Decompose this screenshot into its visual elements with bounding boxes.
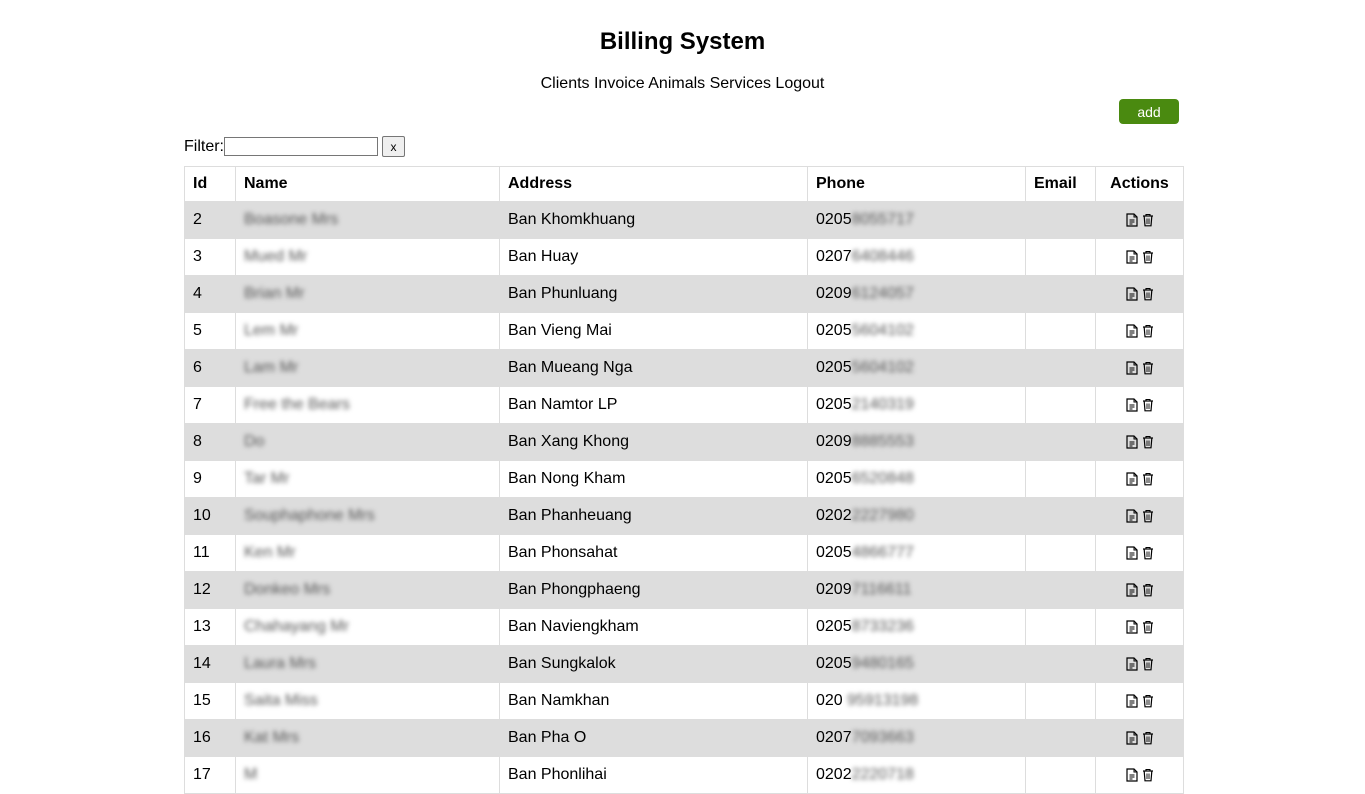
phone-rest: 2220718 bbox=[851, 766, 914, 783]
client-name: Chahayang Mr bbox=[244, 618, 349, 635]
phone-prefix: 0205 bbox=[816, 470, 852, 487]
phone-rest: 95913198 bbox=[847, 692, 919, 709]
table-header-row bbox=[185, 167, 1184, 202]
cell-name bbox=[236, 498, 500, 535]
cell-email bbox=[1026, 239, 1096, 276]
client-name: Ken Mr bbox=[244, 544, 296, 561]
trash-icon[interactable] bbox=[1142, 287, 1154, 301]
cell-name bbox=[236, 535, 500, 572]
view-invoice-icon[interactable] bbox=[1126, 250, 1138, 264]
cell-actions bbox=[1096, 461, 1184, 498]
cell-name bbox=[236, 313, 500, 350]
table-body bbox=[185, 202, 1184, 794]
cell-address: Ban Phonlihai bbox=[500, 757, 808, 794]
phone-rest: 5604102 bbox=[851, 359, 914, 376]
view-invoice-icon[interactable] bbox=[1126, 509, 1138, 523]
page-title: Billing System bbox=[599, 28, 766, 55]
cell-phone bbox=[808, 313, 1026, 350]
client-name: Tar Mr bbox=[244, 470, 290, 487]
view-invoice-icon[interactable] bbox=[1126, 361, 1138, 375]
trash-icon[interactable] bbox=[1142, 509, 1154, 523]
phone-prefix: 0209 bbox=[816, 433, 852, 450]
cell-email bbox=[1026, 646, 1096, 683]
cell-actions bbox=[1096, 498, 1184, 535]
cell-name bbox=[236, 276, 500, 313]
client-name: Brian Mr bbox=[244, 285, 305, 302]
cell-email bbox=[1026, 313, 1096, 350]
cell-id: 2 bbox=[185, 202, 236, 239]
phone-prefix: 0202 bbox=[816, 507, 852, 524]
cell-email bbox=[1026, 461, 1096, 498]
cell-address: Ban Phunluang bbox=[500, 276, 808, 313]
client-name: Kat Mrs bbox=[244, 729, 300, 746]
cell-id: 14 bbox=[185, 646, 236, 683]
trash-icon[interactable] bbox=[1142, 546, 1154, 560]
phone-rest: 2227980 bbox=[851, 507, 914, 524]
nav-animals[interactable]: Animals bbox=[648, 75, 706, 92]
cell-address: Ban Namtor LP bbox=[500, 387, 808, 424]
column-header-actions: Actions bbox=[1096, 167, 1184, 202]
cell-id: 9 bbox=[185, 461, 236, 498]
cell-address: Ban Huay bbox=[500, 239, 808, 276]
phone-rest: 8733236 bbox=[851, 618, 914, 635]
cell-name bbox=[236, 461, 500, 498]
view-invoice-icon[interactable] bbox=[1126, 546, 1138, 560]
cell-phone bbox=[808, 424, 1026, 461]
cell-email bbox=[1026, 535, 1096, 572]
nav-invoice[interactable]: Invoice bbox=[593, 75, 645, 92]
trash-icon[interactable] bbox=[1142, 213, 1154, 227]
cell-id: 13 bbox=[185, 609, 236, 646]
cell-address: Ban Naviengkham bbox=[500, 609, 808, 646]
cell-phone bbox=[808, 461, 1026, 498]
cell-phone bbox=[808, 498, 1026, 535]
cell-address: Ban Pha O bbox=[500, 720, 808, 757]
cell-email bbox=[1026, 387, 1096, 424]
trash-icon[interactable] bbox=[1142, 620, 1154, 634]
phone-rest: 9480165 bbox=[851, 655, 914, 672]
table-row bbox=[185, 498, 1184, 535]
phone-prefix: 0202 bbox=[816, 766, 852, 783]
cell-actions bbox=[1096, 646, 1184, 683]
phone-prefix: 0205 bbox=[816, 618, 852, 635]
phone-prefix: 0209 bbox=[816, 285, 852, 302]
phone-prefix: 0209 bbox=[816, 581, 852, 598]
client-name: Mued Mr bbox=[244, 248, 308, 265]
view-invoice-icon[interactable] bbox=[1126, 657, 1138, 671]
phone-prefix: 0207 bbox=[816, 729, 852, 746]
table-row bbox=[185, 757, 1184, 794]
cell-address: Ban Nong Kham bbox=[500, 461, 808, 498]
client-name: Laura Mrs bbox=[244, 655, 317, 672]
table-row bbox=[185, 424, 1184, 461]
cell-address: Ban Phanheuang bbox=[500, 498, 808, 535]
table-row bbox=[185, 683, 1184, 720]
phone-rest: 4866777 bbox=[851, 544, 914, 561]
phone-rest: 6124057 bbox=[851, 285, 914, 302]
cell-name bbox=[236, 424, 500, 461]
table-row bbox=[185, 535, 1184, 572]
view-invoice-icon[interactable] bbox=[1126, 287, 1138, 301]
trash-icon[interactable] bbox=[1142, 361, 1154, 375]
trash-icon[interactable] bbox=[1142, 731, 1154, 745]
phone-prefix: 0205 bbox=[816, 322, 852, 339]
cell-actions bbox=[1096, 720, 1184, 757]
main-nav bbox=[0, 74, 1365, 94]
cell-email bbox=[1026, 609, 1096, 646]
cell-actions bbox=[1096, 387, 1184, 424]
phone-rest: 6408446 bbox=[851, 248, 914, 265]
cell-name bbox=[236, 757, 500, 794]
trash-icon[interactable] bbox=[1142, 657, 1154, 671]
cell-id: 16 bbox=[185, 720, 236, 757]
trash-icon[interactable] bbox=[1142, 435, 1154, 449]
cell-id: 3 bbox=[185, 239, 236, 276]
table-row bbox=[185, 720, 1184, 757]
cell-actions bbox=[1096, 757, 1184, 794]
cell-address: Ban Sungkalok bbox=[500, 646, 808, 683]
cell-id: 10 bbox=[185, 498, 236, 535]
cell-id: 12 bbox=[185, 572, 236, 609]
cell-phone bbox=[808, 572, 1026, 609]
cell-actions bbox=[1096, 424, 1184, 461]
cell-actions bbox=[1096, 313, 1184, 350]
phone-rest: 5604102 bbox=[851, 322, 914, 339]
column-header-phone: Phone bbox=[808, 167, 1026, 202]
cell-address: Ban Namkhan bbox=[500, 683, 808, 720]
cell-actions bbox=[1096, 535, 1184, 572]
cell-address: Ban Xang Khong bbox=[500, 424, 808, 461]
cell-id: 4 bbox=[185, 276, 236, 313]
table-row bbox=[185, 276, 1184, 313]
phone-prefix: 0205 bbox=[816, 655, 852, 672]
view-invoice-icon[interactable] bbox=[1126, 620, 1138, 634]
cell-name bbox=[236, 646, 500, 683]
cell-email bbox=[1026, 276, 1096, 313]
cell-id: 5 bbox=[185, 313, 236, 350]
cell-id: 17 bbox=[185, 757, 236, 794]
cell-actions bbox=[1096, 350, 1184, 387]
clients-table bbox=[184, 166, 1184, 794]
cell-email bbox=[1026, 720, 1096, 757]
clear-filter-button[interactable]: x bbox=[382, 136, 405, 157]
view-invoice-icon[interactable] bbox=[1126, 324, 1138, 338]
view-invoice-icon[interactable] bbox=[1126, 398, 1138, 412]
view-invoice-icon[interactable] bbox=[1126, 213, 1138, 227]
client-name: Saita Miss bbox=[244, 692, 318, 709]
table-row bbox=[185, 202, 1184, 239]
client-name: Lem Mr bbox=[244, 322, 299, 339]
client-name: Lam Mr bbox=[244, 359, 299, 376]
phone-prefix: 0205 bbox=[816, 359, 852, 376]
trash-icon[interactable] bbox=[1142, 398, 1154, 412]
table-row bbox=[185, 609, 1184, 646]
cell-name bbox=[236, 720, 500, 757]
trash-icon[interactable] bbox=[1142, 583, 1154, 597]
nav-clients[interactable]: Clients bbox=[540, 75, 590, 92]
cell-actions bbox=[1096, 609, 1184, 646]
column-header-email: Email bbox=[1026, 167, 1096, 202]
trash-icon[interactable] bbox=[1142, 250, 1154, 264]
cell-actions bbox=[1096, 683, 1184, 720]
cell-name bbox=[236, 202, 500, 239]
view-invoice-icon[interactable] bbox=[1126, 435, 1138, 449]
phone-prefix: 0205 bbox=[816, 544, 852, 561]
table-row bbox=[185, 350, 1184, 387]
phone-rest: 2140319 bbox=[851, 396, 914, 413]
view-invoice-icon[interactable] bbox=[1126, 731, 1138, 745]
cell-email bbox=[1026, 202, 1096, 239]
cell-id: 8 bbox=[185, 424, 236, 461]
cell-phone bbox=[808, 720, 1026, 757]
cell-phone bbox=[808, 683, 1026, 720]
client-name: Boasone Mrs bbox=[244, 211, 339, 228]
cell-name bbox=[236, 572, 500, 609]
view-invoice-icon[interactable] bbox=[1126, 472, 1138, 486]
column-header-id: Id bbox=[185, 167, 236, 202]
cell-email bbox=[1026, 498, 1096, 535]
client-name: Do bbox=[244, 433, 265, 450]
table-row bbox=[185, 239, 1184, 276]
cell-actions bbox=[1096, 239, 1184, 276]
cell-phone bbox=[808, 387, 1026, 424]
filter-bar bbox=[184, 136, 405, 157]
cell-phone bbox=[808, 757, 1026, 794]
cell-email bbox=[1026, 683, 1096, 720]
cell-id: 7 bbox=[185, 387, 236, 424]
cell-name bbox=[236, 239, 500, 276]
cell-address: Ban Phongphaeng bbox=[500, 572, 808, 609]
cell-name bbox=[236, 350, 500, 387]
add-button[interactable]: add bbox=[1119, 99, 1179, 124]
cell-id: 11 bbox=[185, 535, 236, 572]
cell-email bbox=[1026, 572, 1096, 609]
cell-phone bbox=[808, 350, 1026, 387]
column-header-address: Address bbox=[500, 167, 808, 202]
client-name: Free the Bears bbox=[244, 396, 350, 413]
cell-phone bbox=[808, 609, 1026, 646]
phone-prefix: 0205 bbox=[816, 211, 852, 228]
phone-rest: 7093663 bbox=[851, 729, 914, 746]
filter-label: Filter: bbox=[184, 137, 224, 155]
cell-name bbox=[236, 609, 500, 646]
cell-email bbox=[1026, 757, 1096, 794]
table-row bbox=[185, 313, 1184, 350]
cell-phone bbox=[808, 239, 1026, 276]
column-header-name: Name bbox=[236, 167, 500, 202]
cell-phone bbox=[808, 202, 1026, 239]
cell-address: Ban Phonsahat bbox=[500, 535, 808, 572]
client-name: Souphaphone Mrs bbox=[244, 507, 375, 524]
view-invoice-icon[interactable] bbox=[1126, 583, 1138, 597]
cell-phone bbox=[808, 276, 1026, 313]
phone-prefix: 0207 bbox=[816, 248, 852, 265]
cell-name bbox=[236, 387, 500, 424]
trash-icon[interactable] bbox=[1142, 472, 1154, 486]
filter-input[interactable] bbox=[224, 137, 378, 156]
client-name: Donkeo Mrs bbox=[244, 581, 331, 598]
cell-actions bbox=[1096, 276, 1184, 313]
phone-rest: 7116611 bbox=[851, 581, 912, 598]
cell-actions bbox=[1096, 572, 1184, 609]
cell-address: Ban Vieng Mai bbox=[500, 313, 808, 350]
cell-name bbox=[236, 683, 500, 720]
cell-address: Ban Mueang Nga bbox=[500, 350, 808, 387]
cell-email bbox=[1026, 424, 1096, 461]
client-name: M bbox=[244, 766, 258, 783]
nav-logout[interactable]: Logout bbox=[775, 75, 825, 92]
cell-id: 15 bbox=[185, 683, 236, 720]
cell-email bbox=[1026, 350, 1096, 387]
cell-actions bbox=[1096, 202, 1184, 239]
table-row bbox=[185, 387, 1184, 424]
table-row bbox=[185, 461, 1184, 498]
trash-icon[interactable] bbox=[1142, 324, 1154, 338]
cell-address: Ban Khomkhuang bbox=[500, 202, 808, 239]
view-invoice-icon[interactable] bbox=[1126, 694, 1138, 708]
cell-phone bbox=[808, 646, 1026, 683]
phone-rest: 8055717 bbox=[851, 211, 914, 228]
phone-rest: 8885553 bbox=[851, 433, 914, 450]
table-row bbox=[185, 572, 1184, 609]
phone-prefix: 0205 bbox=[816, 396, 852, 413]
trash-icon[interactable] bbox=[1142, 694, 1154, 708]
phone-prefix: 020 bbox=[816, 692, 848, 709]
table-row bbox=[185, 646, 1184, 683]
phone-rest: 6520848 bbox=[851, 470, 914, 487]
cell-phone bbox=[808, 535, 1026, 572]
cell-id: 6 bbox=[185, 350, 236, 387]
nav-services[interactable]: Services bbox=[709, 75, 771, 92]
